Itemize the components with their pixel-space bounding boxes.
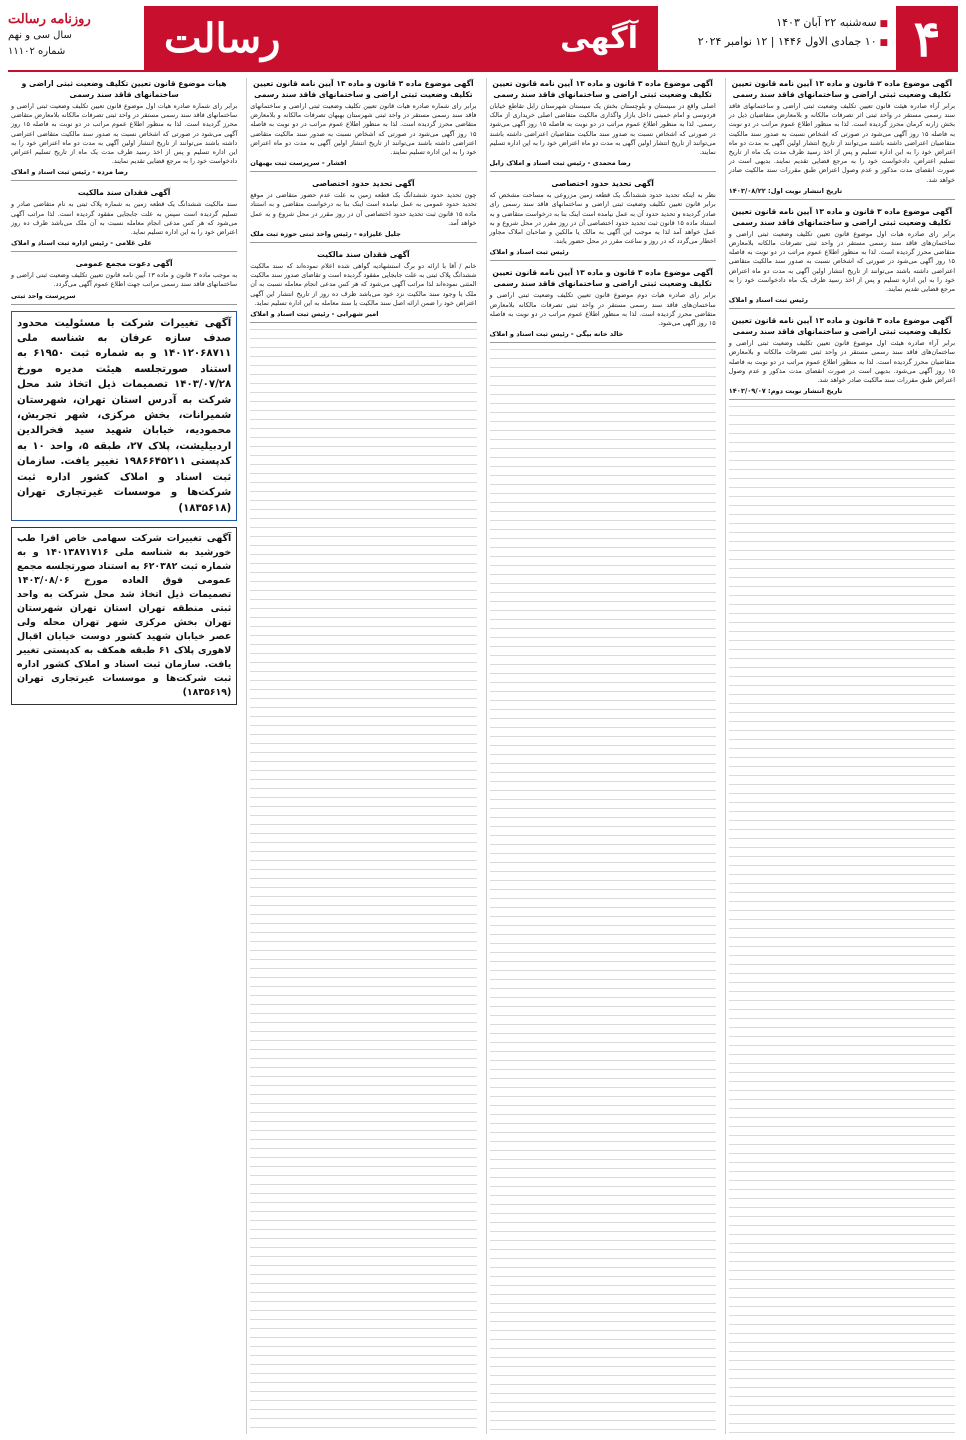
page-number: ۴ bbox=[896, 6, 958, 70]
boxed-notice-body: آگهی تغییرات شرکت سهامی خاص افرا طب خورشید به شناسه ملی ۱۴۰۱۳۸۷۱۷۱۶ و به شماره ثبت ۶۲۰۳۸۲ به استناد صورتجلسه مجمع عمومی فوق العاده مورخ ۱۴۰۳/۰۸/۰۶ تصمیمات ذیل اتخاذ شد محل شرکت به واحد ثبتی منطقه تهران استان تهران شهرستان تهران بخش مرکزی شهر تهران محله ولی عصر خیابان شهید کشور دوست خیابان اقبال لاهوری پلاک ۶۱ طبقه همکف به کدپستی تغییر یافت. سازمان ثبت اسناد و املاک کشور اداره ثبت شرکت‌ها و موسسات غیرتجاری تهران (۱۸۳۵۶۱۹) bbox=[17, 532, 232, 698]
notice-signature: خالد خانه بیگی - رئیس ثبت اسناد و املاک bbox=[489, 330, 624, 339]
company-change-notice bbox=[11, 311, 237, 521]
legal-notice bbox=[490, 78, 716, 172]
legal-notice bbox=[490, 178, 716, 261]
notice-body: برابر آراء صادره هیئت اول موضوع قانون تعیین تکلیف وضعیت ثبتی اراضی و ساختمان‌های فاقد سند رسمی مستقر در واحد ثبتی تصرفات مالکانه و بلامعارض متقاضیان محرز گردیده است. لذا به منظور اطلاع عموم مراتب در دو نوبت به فاصله ۱۵ روز آگهی می‌شود. بدیهی است در صورت انقضای مدت مذکور و عدم وصول اعتراض طبق مقررات سند مالکیت صادر خواهد شد. bbox=[728, 339, 955, 385]
date-persian: ■ سه‌شنبه ۲۲ آبان ۱۴۰۳ bbox=[658, 14, 888, 33]
issue-info bbox=[8, 6, 144, 70]
notice-body: برابر آراء صادره هیئت قانون تعیین تکلیف وضعیت ثبتی اراضی و ساختمانهای فاقد سند رسمی مستقر در واحد ثبتی اثر تصرفات مالکانه و بلامعارض متقاضیان ذیل در بخش زارنه کرمان محرز گردیده است. لذا به منظور اطلاع عموم مراتب در دو نوبت به فاصله ۱۵ روز آگهی می‌شود در صورتی که اشخاص نسبت به صدور سند مالکیت متقاضیان اعتراضی داشته باشند می‌توانند از تاریخ انتشار اولین آگهی به مدت دو ماه اعتراض خود را به این اداره تسلیم و پس از اخذ رسید ظرف مدت یک ماه از تاریخ تسلیم اعتراض، دادخواست خود را به مرجع قضایی تقدیم نمایند. بدیهی است در صورت انقضای مدت مذکور و عدم وصول اعتراض طبق مقررات سند مالکیت صادر خواهد شد. bbox=[728, 102, 955, 184]
text-filler bbox=[250, 329, 476, 1434]
notice-title: آگهی تحدید حدود اختصاصی bbox=[312, 179, 415, 189]
notice-body: خانم / آقا با ارائه دو برگ استشهادیه گواهی شده اعلام نموده‌اند که سند مالکیت ششدانگ پلاک ثبتی به علت جابجایی مفقود گردیده است و تقاضای صدور سند مالکیت المثنی نموده‌اند لذا مراتب آگهی می‌شود که هر کس مدعی انجام معامله نسبت به آن ملک یا وجود سند مالکیت نزد خود می‌باشد ظرف ده روز از تاریخ انتشار این آگهی اعتراض خود را ضمن ارائه اصل سند مالکیت یا سند معامله به این اداره تسلیم نماید. bbox=[250, 262, 477, 307]
newspaper-logo: رسالت bbox=[164, 14, 281, 62]
notice-body: نظر به اینکه تحدید حدود ششدانگ یک قطعه زمین مزروعی به مساحت مشخص که برابر قانون تعیین تکلیف وضعیت ثبتی اراضی و ساختمانهای فاقد سند رسمی رای صادر گردیده و تحدید حدود آن به عمل نیامده است اینک بنا به درخواست متقاضی و به استناد ماده ۱۵ قانون ثبت تحدید حدود اختصاصی آن در روز مقرر در محل شروع و به عمل خواهد آمد لذا به موجب این آگهی به مالک یا مالکین و صاحبان املاک مجاور اخطار می‌گردد که در روز و ساعت مقرر در محل حضور یابند. bbox=[489, 191, 716, 246]
notice-signature: رضا مرده - رئیس ثبت اسناد و املاک bbox=[11, 168, 128, 177]
notice-signature: جلیل علیزاده - رئیس واحد ثبتی حوزه ثبت ملک bbox=[250, 230, 401, 239]
issue-dates bbox=[658, 6, 896, 70]
masthead bbox=[8, 6, 958, 72]
notice-title: آگهی موضوع ماده ۳ قانون و ماده ۱۳ آیین نامه قانون تعیین تکلیف وضعیت ثبتی اراضی و ساختمانهای فاقد سند رسمی bbox=[731, 316, 953, 337]
notice-signature: تاریخ انتشار نوبت دوم: ۱۴۰۳/۰۹/۰۷ bbox=[728, 387, 843, 396]
notice-title: آگهی تحدید حدود اختصاصی bbox=[551, 179, 654, 189]
notice-title: آگهی موضوع ماده ۳ قانون و ماده ۱۳ آیین نامه قانون تعیین تکلیف وضعیت ثبتی اراضی و ساختمانهای فاقد سند رسمی bbox=[492, 79, 713, 99]
notice-body: به موجب ماده ۳ قانون و ماده ۱۳ آیین نامه قانون تعیین تکلیف وضعیت ثبتی اراضی و ساختمانهای فاقد سند رسمی مراتب جهت اطلاع عموم آگهی می‌گردد. bbox=[11, 271, 238, 289]
notice-body: برابر رای صادره هیات اول موضوع قانون تعیین تکلیف وضعیت ثبتی اراضی و ساختمان‌های فاقد سند رسمی مستقر در واحد ثبتی تصرفات مالکانه بلامعارض متقاضی محرز گردیده است. لذا به منظور اطلاع عموم مراتب در دو نوبت به فاصله ۱۵ روز آگهی می‌شود در صورتی که اشخاص نسبت به صدور سند مالکیت متقاضی اعتراضی داشته باشند می‌توانند از تاریخ انتشار اولین آگهی به مدت دو ماه اعتراض خود را به این اداره تسلیم و پس از اخذ رسید ظرف یک ماه دادخواست خود را به مرجع قضایی تقدیم نمایند. bbox=[728, 229, 955, 294]
notice-body: برابر رای شماره صادره هیات قانون تعیین تکلیف وضعیت ثبتی اراضی و ساختمانهای فاقد سند رسمی مستقر در واحد ثبتی شهرستان بهبهان تصرفات مالکانه و بلامعارض متقاضی محرز گردیده است. لذا به منظور اطلاع عموم مراتب در دو نوبت به فاصله ۱۵ روز آگهی می‌شود در صورتی که اشخاص نسبت به صدور سند مالکیت متقاضی اعتراضی داشته باشند می‌توانند از تاریخ انتشار اولین آگهی به مدت دو ماه اعتراض خود را به این اداره تسلیم نمایند. bbox=[250, 102, 477, 157]
legal-notice bbox=[250, 78, 476, 172]
text-filler bbox=[490, 349, 716, 1434]
legal-notice bbox=[490, 267, 716, 343]
text-filler bbox=[729, 406, 955, 1434]
column-2 bbox=[486, 78, 719, 1434]
notice-title: هیات موضوع قانون تعیین تکلیف وضعیت ثبتی اراضی و ساختمانهای فاقد سند رسمی bbox=[21, 79, 227, 99]
issue-line: شماره ۱۱۱۰۲ bbox=[8, 46, 66, 57]
notice-signature: امیر شهرابی - رئیس ثبت اسناد و املاک bbox=[250, 310, 379, 319]
legal-notice bbox=[11, 78, 237, 181]
notice-title: آگهی موضوع ماده ۳ قانون و ماده ۱۳ آیین نامه قانون تعیین تکلیف وضعیت ثبتی اراضی و ساختمانهای فاقد سند رسمی bbox=[492, 268, 713, 289]
notice-signature: تاریخ انتشار نوبت اول: ۱۴۰۳/۰۸/۲۲ bbox=[728, 186, 843, 195]
legal-notice bbox=[250, 249, 476, 323]
notice-signature: رضا محمدی - رئیس ثبت اسناد و املاک زابل bbox=[489, 159, 631, 168]
notice-title: آگهی موضوع ماده ۳ قانون و ماده ۱۳ آیین نامه قانون تعیین تکلیف وضعیت ثبتی اراضی و ساختمانهای فاقد سند رسمی bbox=[731, 79, 953, 99]
legal-notice bbox=[729, 315, 955, 400]
boxed-notice-body: آگهی تغییرات شرکت با مسئولیت محدود صدف سازه عرفان به شناسه ملی ۱۴۰۱۲۰۶۸۷۱۱ و به شماره ثبت ۶۱۹۵۰ به استناد صورتجلسه هیئت مدیره مورخ ۱۴۰۳/۰۷/۲۸ تصمیمات ذیل اتخاذ شد محل شرکت به آدرس استان تهران، شهرستان شمیرانات، بخش مرکزی، شهر تجریش، محموديه، خیابان شهید سید فخرالدین اردبیلیشت، پلاک ۲۷، طبقه ۵، واحد ۱۰ به کدپستی ۱۹۸۶۶۴۵۲۱۱ تغییر یافت. سازمان ثبت اسناد و املاک کشور اداره ثبت شرکت‌ها و موسسات غیرتجاری تهران (۱۸۳۵۶۱۸) bbox=[17, 317, 232, 514]
notice-title: آگهی دعوت مجمع عمومی bbox=[75, 259, 173, 269]
notice-signature: علی غلامی - رئیس اداره ثبت اسناد و املاک bbox=[11, 239, 152, 248]
year-line: سال سی و نهم bbox=[8, 30, 72, 41]
legal-notice bbox=[11, 187, 237, 252]
ad-columns bbox=[8, 78, 958, 1434]
column-1 bbox=[725, 78, 958, 1434]
column-4 bbox=[8, 78, 240, 1434]
notice-body: برابر رای شماره صادره هیات اول موضوع قانون تعیین تکلیف وضعیت ثبتی اراضی و ساختمانهای فاقد سند رسمی مستقر در واحد ثبتی تصرفات مالکانه بلامعارض متقاضی محرز گردیده است. لذا به منظور اطلاع عموم مراتب در دو نوبت به فاصله ۱۵ روز آگهی می‌شود در صورتی که اشخاص نسبت به صدور سند مالکیت متقاضی اعتراضی داشته باشند می‌توانند از تاریخ انتشار اولین آگهی به مدت دو ماه اعتراض خود را به این اداره تسلیم و پس از اخذ رسید ظرف مدت یک ماه از تاریخ تسلیم اعتراض دادخواست خود را به مرجع قضایی تقدیم نمایند. bbox=[11, 102, 238, 166]
notice-body: چون تحدید حدود ششدانگ یک قطعه زمین به علت عدم حضور متقاضی در موقع تحدید حدود عمومی به عمل نیامده است اینک بنا به درخواست متقاضی و به استناد ماده ۱۵ قانون ثبت تحدید حدود اختصاصی آن در روز مقرر در محل شروع و به عمل خواهد آمد. bbox=[250, 191, 477, 227]
section-title: آگهی bbox=[560, 20, 638, 56]
notice-body: برابر رای صادره هیات دوم موضوع قانون تعیین تکلیف وضعیت ثبتی اراضی و ساختمان‌های فاقد سند رسمی مستقر در واحد ثبتی تصرفات مالکانه بلامعارض متقاضی محرز گردیده است. لذا به منظور اطلاع عموم مراتب در دو نوبت به فاصله ۱۵ روز آگهی می‌شود. bbox=[489, 291, 716, 328]
legal-notice bbox=[250, 178, 476, 243]
legal-notice bbox=[729, 78, 955, 200]
notice-signature: افشار - سرپرست ثبت بهبهان bbox=[250, 159, 347, 168]
notice-body: اصلی واقع در سیستان و بلوچستان بخش یک سیستان شهرستان زابل تقاطع خیابان فردوسی و امام خمینی داخل بازار واگذاری مالکیت متقاضی اصلی خریداری از مالک رسمی. لذا به منظور اطلاع عموم مراتب در دو نوبت به فاصله ۱۵ روز آگهی می‌شود در صورتی که اشخاص نسبت به صدور سند مالکیت متقاضیان اعتراضی داشته باشند می‌توانند از تاریخ انتشار اولین آگهی به مدت دو ماه اعتراض خود را به این اداره تسلیم نمایند. bbox=[489, 102, 716, 157]
notice-body: سند مالکیت ششدانگ یک قطعه زمین به شماره پلاک ثبتی به نام متقاضی صادر و تسلیم گردیده است سپس به علت جابجایی مفقود گردیده است. لذا مراتب آگهی می‌شود که هر کس مدعی انجام معامله نسبت به آن ملک می‌باشد ظرف ده روز اعتراض خود را به این اداره تسلیم نماید. bbox=[11, 200, 238, 237]
notice-title: آگهی فقدان سند مالکیت bbox=[317, 250, 410, 260]
notice-signature: سرپرست واحد ثبتی bbox=[11, 291, 76, 300]
column-3 bbox=[246, 78, 479, 1434]
mini-logo: روزنامه رسالت bbox=[8, 12, 91, 27]
notice-signature: رئیس ثبت اسناد و املاک bbox=[728, 296, 808, 305]
legal-notice bbox=[11, 258, 237, 304]
notice-signature: رئیس ثبت اسناد و املاک bbox=[489, 248, 569, 257]
date-other: ■ ۱۰ جمادی الاول ۱۴۴۶ | ۱۲ نوامبر ۲۰۲۴ bbox=[658, 33, 888, 52]
notice-title: آگهی موضوع ماده ۳ قانون و ماده ۱۳ آیین نامه قانون تعیین تکلیف وضعیت ثبتی اراضی و ساختمانهای فاقد سند رسمی bbox=[253, 79, 474, 99]
notice-title: آگهی فقدان سند مالکیت bbox=[77, 188, 171, 198]
company-change-notice bbox=[11, 527, 237, 705]
legal-notice bbox=[729, 206, 955, 309]
notice-title: آگهی موضوع ماده ۳ قانون و ماده ۱۳ آیین نامه قانون تعیین تکلیف وضعیت ثبتی اراضی و ساختمانهای فاقد سند رسمی bbox=[731, 206, 953, 227]
section-banner bbox=[144, 6, 658, 70]
